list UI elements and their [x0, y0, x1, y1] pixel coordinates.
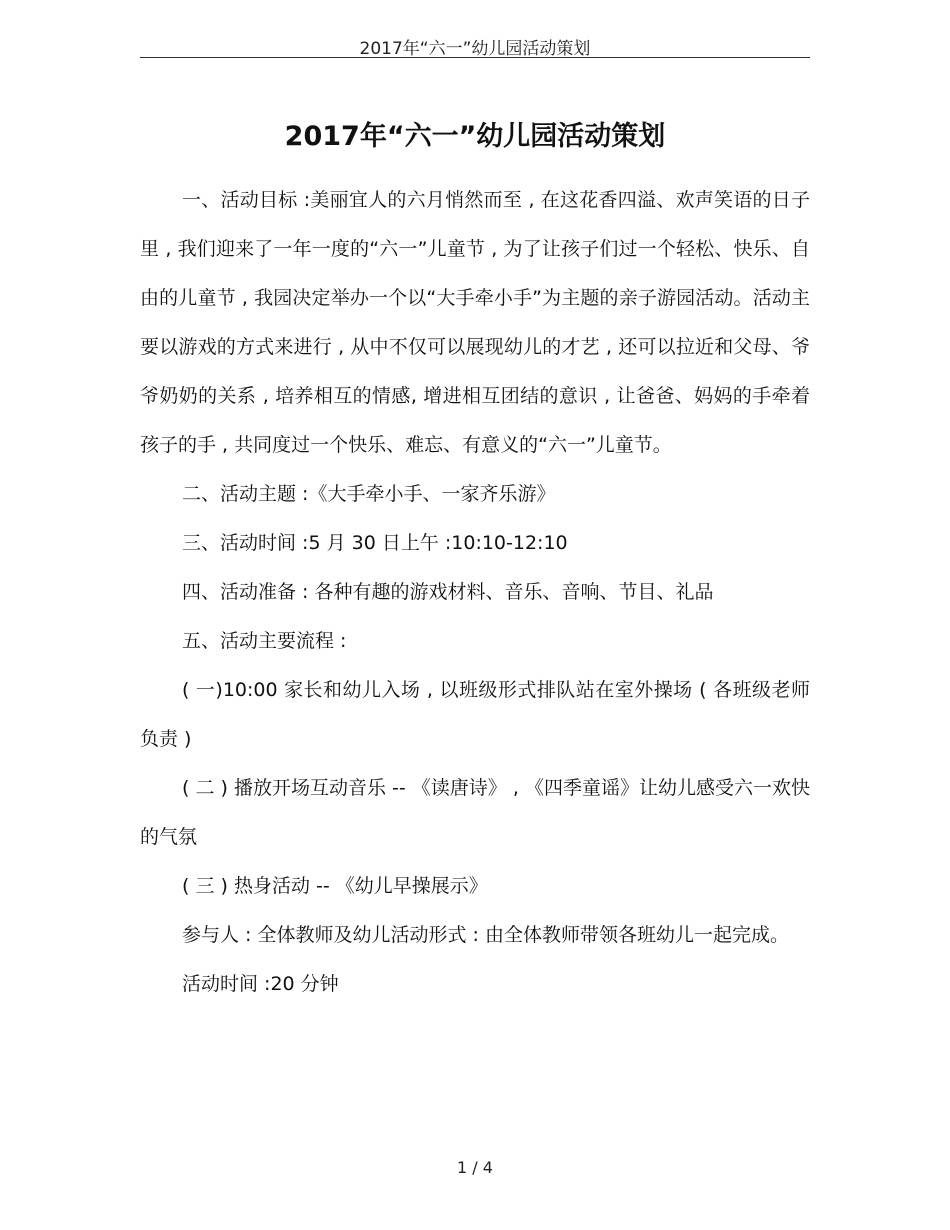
paragraph-objective: 一、活动目标 :美丽宜人的六月悄然而至 , 在这花香四溢、欢声笑语的日子里 , 我们迎来了一年一度的“六一”儿童节 , 为了让孩子们过一个轻松、快乐、自由的儿童节 , 我园决定举办一个以“大手牵小手”为主题的亲子游园活动。活动主要以游戏的方式来进行 , 从中不仅可以展现幼儿的才艺 , 还可以拉近和父母、爷爷奶奶的关系 , 培养相互的情感, 增进相互团结的意识 , 让爸爸、妈妈的手牵着孩子的手 , 共同度过一个快乐、难忘、有意义的“六一”儿童节。	[140, 189, 810, 456]
page-number: 1 / 4	[457, 1158, 493, 1177]
header-rule	[140, 57, 810, 58]
paragraph-time: 三、活动时间 :5 月 30 日上午 :10:10-12:10	[182, 532, 568, 554]
paragraph-step-2: ( 二 ) 播放开场互动音乐 -- 《读唐诗》 , 《四季童谣》让幼儿感受六一欢快的气氛	[140, 777, 810, 848]
document-body	[140, 176, 810, 1009]
paragraph-duration: 活动时间 :20 分钟	[182, 973, 339, 995]
paragraph-participants: 参与人 : 全体教师及幼儿活动形式 : 由全体教师带领各班幼儿一起完成。	[182, 924, 789, 946]
running-header: 2017年“六一”幼儿园活动策划	[359, 39, 591, 59]
paragraph-theme: 二、活动主题 :《大手牵小手、一家齐乐游》	[182, 483, 556, 505]
paragraph-preparation: 四、活动准备 : 各种有趣的游戏材料、音乐、音响、节目、礼品	[182, 581, 714, 603]
document-title: 2017年“六一”幼儿园活动策划	[284, 121, 666, 152]
paragraph-step-1: ( 一)10:00 家长和幼儿入场 , 以班级形式排队站在室外操场 ( 各班级老师负责 )	[140, 679, 810, 750]
paragraph-step-3: ( 三 ) 热身活动 -- 《幼儿早操展示》	[182, 875, 488, 897]
paragraph-process-heading: 五、活动主要流程 :	[182, 630, 347, 652]
